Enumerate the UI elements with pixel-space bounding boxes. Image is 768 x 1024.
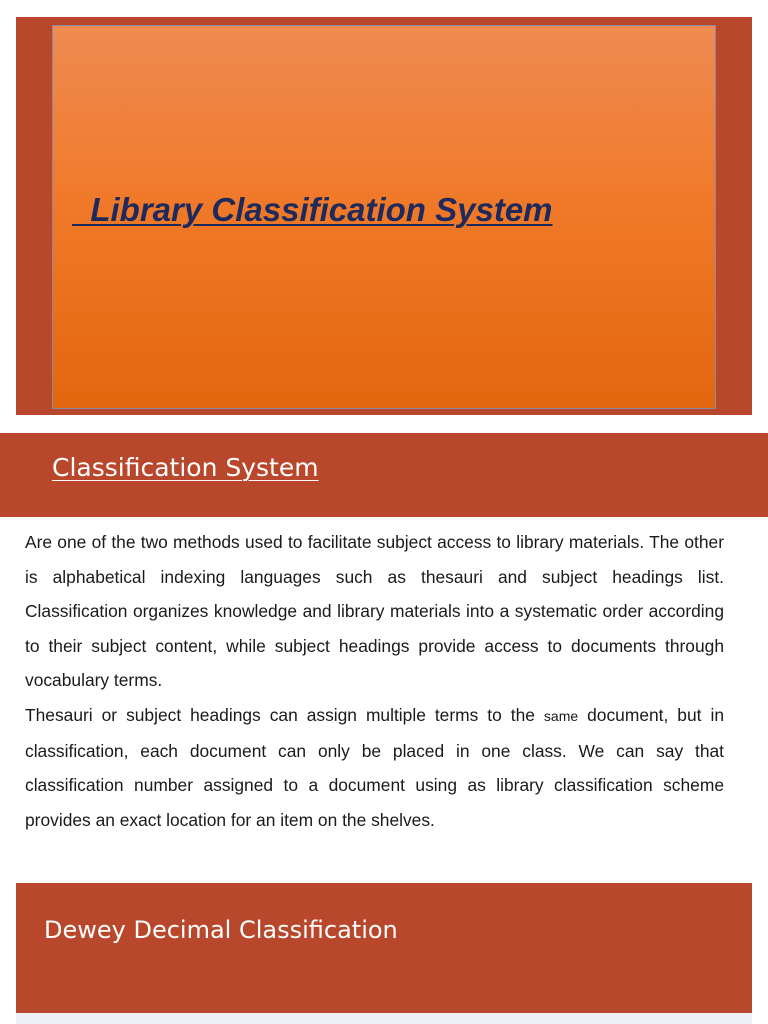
section-heading-dewey-decimal: Dewey Decimal Classification <box>44 916 398 944</box>
paragraph-2 <box>25 698 724 837</box>
paragraph-2-small-word: same <box>543 707 579 724</box>
body-text <box>25 525 724 837</box>
next-slide <box>16 883 752 1013</box>
section-heading-classification-system: Classification System <box>52 453 319 482</box>
title-slide <box>16 17 752 415</box>
paragraph-2-end: document, but in classification, each document can only be placed in one class. We can say that classification number assigned to a document using as library classification scheme provides an exact location for an item on the shelves. <box>25 704 724 830</box>
page-edge <box>16 1013 752 1024</box>
document-title: Library Classification System <box>72 191 553 228</box>
paragraph-2-start: Thesauri or subject headings can assign multiple terms to the <box>25 704 544 725</box>
section-banner <box>0 433 768 517</box>
paragraph-1: Are one of the two methods used to facilitate subject access to library materials. The other is alphabetical indexing languages such as thesauri and subject headings list. Classification organizes knowledge and library materials into a systematic order according to their subject content, while subject headings provide access to documents through vocabulary terms. <box>25 532 724 691</box>
